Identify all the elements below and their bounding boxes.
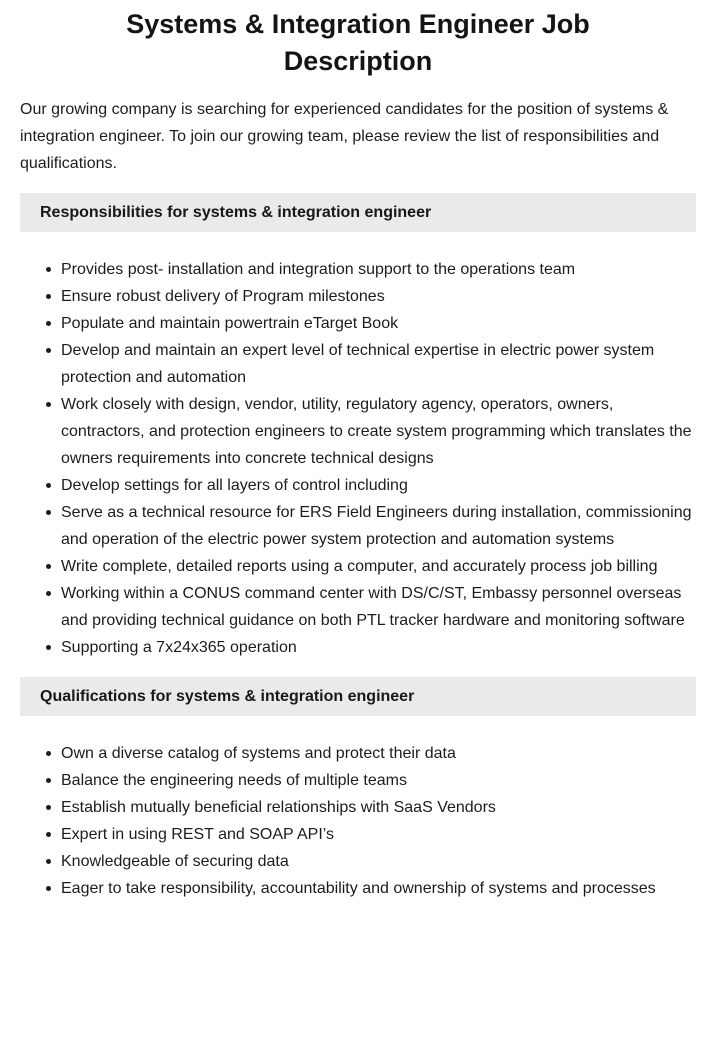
list-item: Provides post- installation and integration support to the operations team: [20, 256, 696, 283]
list-item: Develop and maintain an expert level of technical expertise in electric power system protection and automation: [20, 337, 696, 391]
qualifications-section-header-label: Qualifications for systems & integration engineer: [40, 687, 415, 705]
list-item: Eager to take responsibility, accountability and ownership of systems and processes: [20, 875, 696, 902]
intro-paragraph: Our growing company is searching for experienced candidates for the position of systems & integration engineer. To join our growing team, please review the list of responsibilities and qualifications.: [20, 101, 669, 172]
list-item: Populate and maintain powertrain eTarget Book: [20, 310, 696, 337]
qualifications-list: [20, 740, 696, 902]
list-item: Ensure robust delivery of Program milestones: [20, 283, 696, 310]
list-item: Supporting a 7x24x365 operation: [20, 634, 696, 661]
list-item: Own a diverse catalog of systems and protect their data: [20, 740, 696, 767]
responsibilities-section-header-label: Responsibilities for systems & integration engineer: [40, 203, 432, 221]
qualifications-section-header: [20, 677, 696, 716]
list-item: Establish mutually beneficial relationships with SaaS Vendors: [20, 794, 696, 821]
list-item: Serve as a technical resource for ERS Field Engineers during installation, commissioning and operation of the electric power system protection and automation systems: [20, 499, 696, 553]
list-item: Balance the engineering needs of multiple teams: [20, 767, 696, 794]
list-item: Working within a CONUS command center with DS/C/ST, Embassy personnel overseas and providing technical guidance on both PTL tracker hardware and monitoring software: [20, 580, 696, 634]
list-item: Develop settings for all layers of control including: [20, 472, 696, 499]
responsibilities-section-header: [20, 193, 696, 232]
list-item: Expert in using REST and SOAP API’s: [20, 821, 696, 848]
list-item: Knowledgeable of securing data: [20, 848, 696, 875]
list-item: Write complete, detailed reports using a computer, and accurately process job billing: [20, 553, 696, 580]
page-title: Systems & Integration Engineer Job Description: [126, 9, 590, 76]
responsibilities-list: [20, 256, 696, 661]
list-item: Work closely with design, vendor, utility, regulatory agency, operators, owners, contractors, and protection engineers to create system programming which translates the owners requirements into concrete technical designs: [20, 391, 696, 472]
